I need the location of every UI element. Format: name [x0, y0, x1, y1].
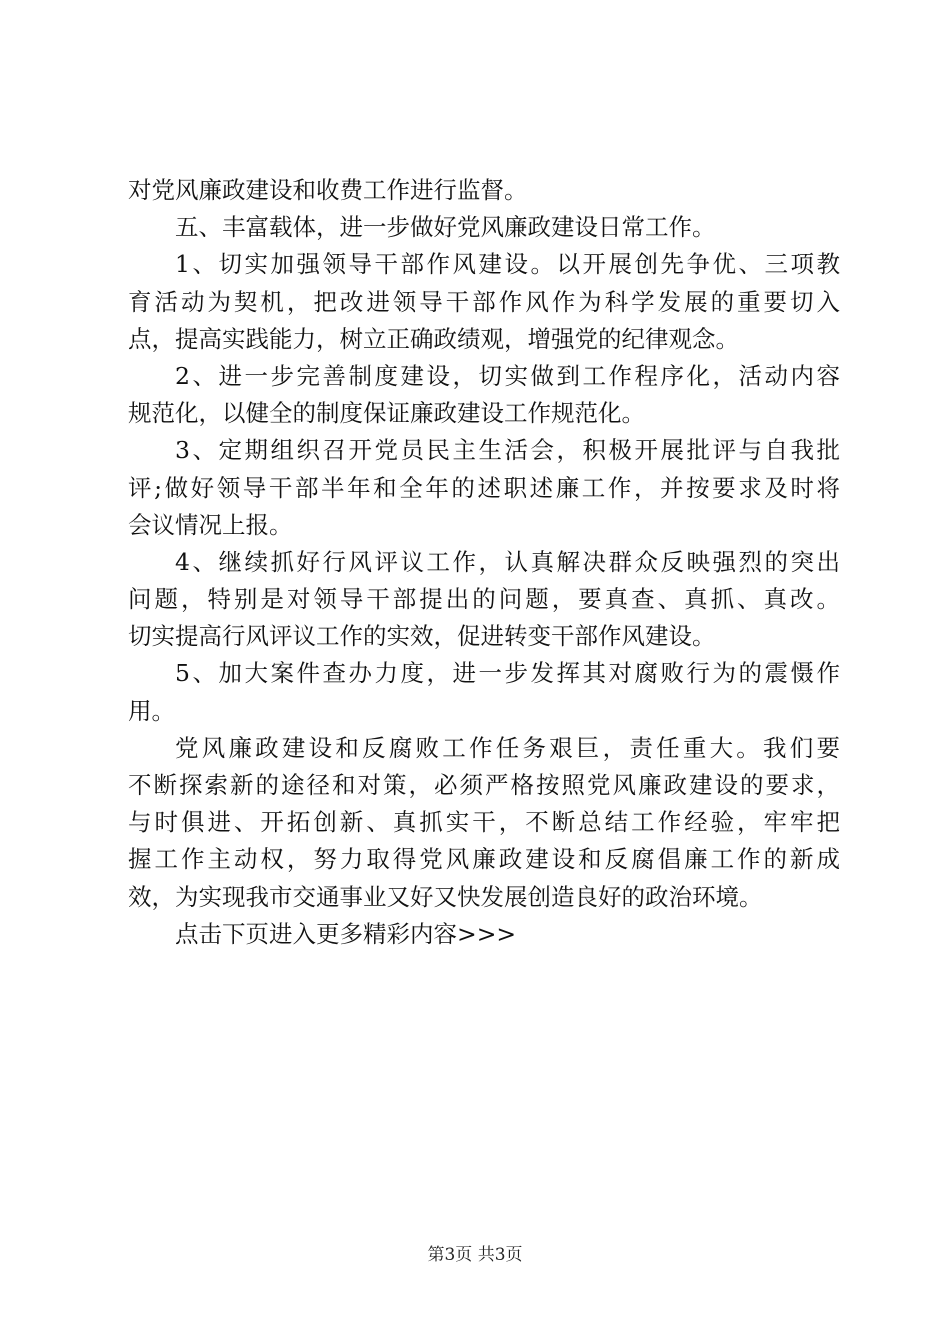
page-number-footer: 第3页 共3页: [427, 1245, 523, 1265]
paragraph-line: 评;做好领导干部半年和全年的述职述廉工作，并按要求及时将: [128, 473, 840, 502]
paragraph-line: 对党风廉政建设和收费工作进行监督。: [128, 176, 528, 204]
paragraph-line: 切实提高行风评议工作的实效，促进转变干部作风建设。: [128, 622, 716, 651]
paragraph-line: 与时俱进、开拓创新、真抓实干，不断总结工作经验，牢牢把: [128, 808, 840, 837]
paragraph-line: 2、进一步完善制度建设，切实做到工作程序化，活动内容: [175, 361, 840, 390]
next-page-link[interactable]: 点击下页进入更多精彩内容>>>: [175, 919, 517, 948]
paragraph-line: 会议情况上报。: [128, 510, 293, 539]
paragraph-line: 不断探索新的途径和对策，必须严格按照党风廉政建设的要求，: [128, 771, 840, 799]
paragraph-line: 效，为实现我市交通事业又好又快发展创造良好的政治环境。: [128, 882, 763, 911]
paragraph-line: 握工作主动权，努力取得党风廉政建设和反腐倡廉工作的新成: [128, 845, 840, 874]
section-heading: 五、丰富载体，进一步做好党风廉政建设日常工作。: [175, 213, 716, 242]
paragraph-line: 用。: [128, 696, 175, 725]
paragraph-line: 育活动为契机，把改进领导干部作风作为科学发展的重要切入: [128, 287, 840, 316]
paragraph-line: 问题，特别是对领导干部提出的问题，要真查、真抓、真改。: [128, 585, 840, 614]
paragraph-line: 4、继续抓好行风评议工作，认真解决群众反映强烈的突出: [175, 547, 840, 576]
paragraph-line: 点，提高实践能力，树立正确政绩观，增强党的纪律观念。: [128, 324, 739, 353]
paragraph-line: 5、加大案件查办力度，进一步发挥其对腐败行为的震慑作: [175, 659, 840, 688]
paragraph-line: 1、切实加强领导干部作风建设。以开展创先争优、三项教: [175, 250, 840, 279]
paragraph-line: 3、定期组织召开党员民主生活会，积极开展批评与自我批: [175, 436, 840, 465]
paragraph-line: 党风廉政建设和反腐败工作任务艰巨，责任重大。我们要: [175, 733, 840, 762]
paragraph-line: 规范化，以健全的制度保证廉政建设工作规范化。: [128, 399, 645, 428]
document-body: [128, 172, 840, 953]
